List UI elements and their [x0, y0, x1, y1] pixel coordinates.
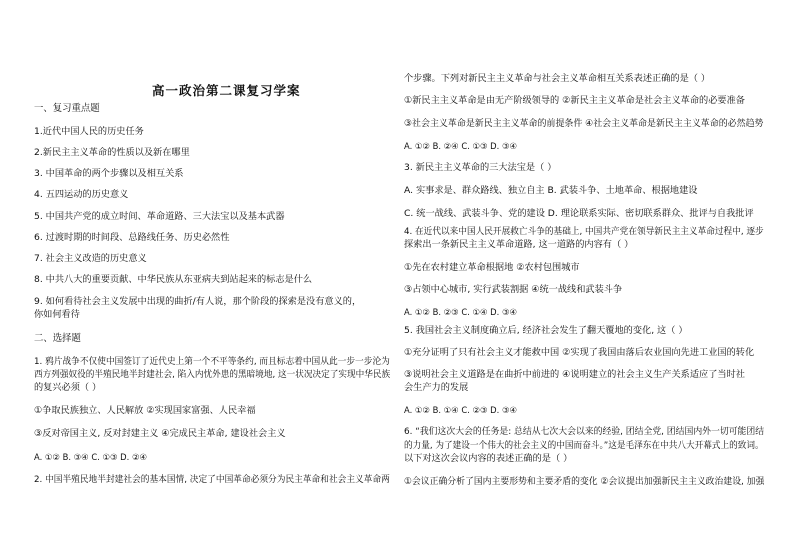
question-6-text: 的力量, 为了建设一个伟大的社会主义的中国而奋斗。”这是毛泽东在中共八大开幕式上的致词。 — [404, 440, 764, 451]
question-1-text: 西方列强奴役的半殖民地半封建社会, 陷入内忧外患的黑暗境地, 这一状况决定了实现中华民族 — [34, 369, 391, 380]
review-point: 1.近代中国人民的历史任务 — [34, 126, 144, 137]
question-4-statements: ①先在农村建立革命根据地 ②农村包围城市 — [404, 262, 580, 273]
review-point: 2.新民主主义革命的性质以及新在哪里 — [34, 147, 190, 158]
review-point: 6. 过渡时期的时间段、总路线任务、历史必然性 — [34, 232, 230, 243]
question-3-choices: C. 统一战线、武装斗争、党的建设 D. 理论联系实际、密切联系群众、批评与自我批评 — [404, 208, 754, 219]
review-point: 4. 五四运动的历史意义 — [34, 189, 129, 200]
question-2-statements: ①新民主主义革命是由无产阶级领导的 ②新民主主义革命是社会主义革命的必要准备 — [404, 95, 745, 106]
page-title: 高一政治第二课复习学案 — [152, 83, 301, 98]
review-point: 5. 中国共产党的成立时间、革命道路、三大法宝以及基本武器 — [34, 211, 285, 222]
question-5-text: 5. 我国社会主义制度确立后, 经济社会发生了翻天覆地的变化, 这（ ） — [404, 325, 688, 336]
question-5-statements: 会生产力的发展 — [404, 382, 469, 393]
question-4-statements: ③占领中心城市, 实行武装割据 ④统一战线和武装斗争 — [404, 284, 623, 295]
section-heading-review: 一、复习重点题 — [34, 103, 100, 114]
question-3-choices: A. 实事求是、群众路线、独立自主 B. 武装斗争、土地革命、根据地建设 — [404, 185, 698, 196]
question-5-statements: ①充分证明了只有社会主义才能救中国 ②实现了我国由落后农业国向先进工业国的转化 — [404, 347, 755, 358]
review-point-cont: 你如何看待 — [34, 309, 80, 320]
review-point: 7. 社会主义改造的历史意义 — [34, 253, 147, 264]
question-4-text: 4. 在近代以来中国人民开展救亡斗争的基础上, 中国共产党在领导新民主主义革命过程中, 逐步 — [404, 226, 764, 237]
question-4-text: 探索出一条新民主主义革命道路, 这一道路的内容有（ ） — [404, 239, 634, 250]
question-3-text: 3. 新民主主义革命的三大法宝是（ ） — [404, 162, 557, 173]
question-6-statements: ①会议正确分析了国内主要形势和主要矛盾的变化 ②会议提出加强新民主主义政治建设, 加强 — [404, 476, 765, 487]
question-1-text: 的复兴必须（ ） — [34, 382, 102, 393]
review-point: 8. 中共八大的重要贡献、中华民族从东亚病夫到站起来的标志是什么 — [34, 274, 313, 285]
question-4-choices: A. ①② B. ②③ C. ①④ D. ③④ — [404, 307, 517, 317]
review-point: 9. 如何看待社会主义发展中出现的曲折/有人说，那个阶段的探索是没有意义的， — [34, 296, 362, 307]
question-1-statements: ①争取民族独立、人民解放 ②实现国家富强、人民幸福 — [34, 405, 256, 416]
question-1-choices: A. ①② B. ③④ C. ①③ D. ②④ — [34, 452, 147, 462]
question-2-statements: ③社会主义革命是新民主主义革命的前提条件 ④社会主义革命是新民主主义革命的必然趋势 — [404, 118, 764, 129]
question-2-text: 个步骤。下列对新民主主义革命与社会主义革命相互关系表述正确的是（ ） — [404, 73, 711, 84]
question-6-text: 以下对这次会议内容的表述正确的是（ ） — [404, 453, 573, 464]
question-2-text: 2. 中国半殖民地半封建社会的基本国情, 决定了中国革命必须分为民主革命和社会主义革命两 — [34, 474, 390, 485]
question-5-choices: A. ①② B. ①④ C. ②③ D. ③④ — [404, 405, 517, 415]
question-6-text: 6. “我们这次大会的任务是: 总结从七次大会以来的经验, 团结全党, 团结国内外一切可能团结 — [404, 426, 765, 437]
question-1-statements: ③反对帝国主义, 反对封建主义 ④完成民主革命, 建设社会主义 — [34, 428, 286, 439]
question-1-text: 1. 鸦片战争不仅使中国签订了近代史上第一个不平等条约, 而且标志着中国从此一步一步沦为 — [34, 356, 390, 367]
section-heading-choice: 二、选择题 — [34, 333, 81, 344]
question-2-choices: A. ①② B. ②④ C. ①③ D. ③④ — [404, 141, 517, 151]
review-point: 3. 中国革命的两个步骤以及相互关系 — [34, 168, 184, 179]
question-5-statements: ③说明社会主义道路是在曲折中前进的 ④说明建立的社会主义生产关系适应了当时社 — [404, 369, 745, 380]
